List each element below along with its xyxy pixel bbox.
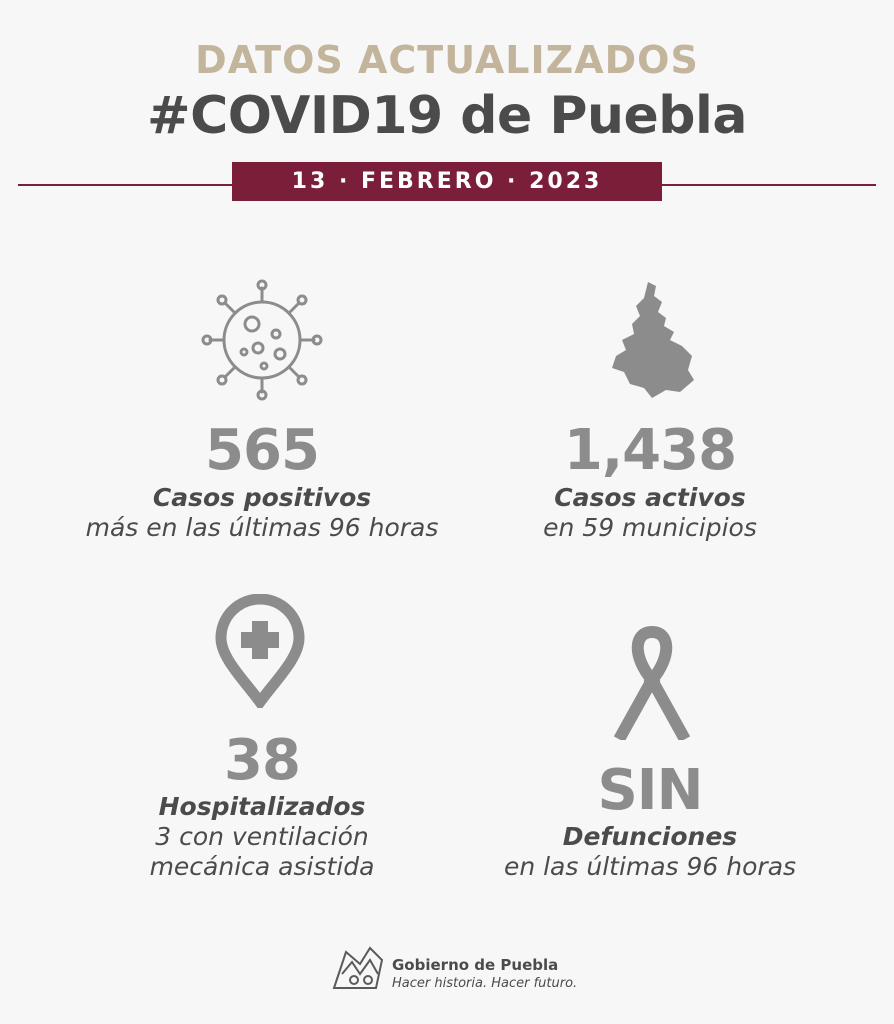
- active-cases-label: Casos activos: [554, 483, 746, 512]
- header-rule-left: [18, 184, 232, 186]
- hospitalized-detail-2: mecánica asistida: [149, 852, 375, 881]
- positive-cases-value: 565: [205, 418, 319, 483]
- positive-cases-detail: más en las últimas 96 horas: [85, 513, 439, 542]
- puebla-map-icon: [608, 280, 696, 400]
- hospitalized-detail-1: 3 con ventilación: [155, 822, 369, 851]
- hospitalized-value: 38: [224, 728, 300, 793]
- page-title: #COVID19 de Puebla: [147, 86, 747, 146]
- positive-cases-label: Casos positivos: [152, 483, 372, 512]
- footer-org: Gobierno de Puebla: [392, 956, 559, 974]
- deaths-label: Defunciones: [562, 822, 738, 851]
- active-cases-detail: en 59 municipios: [543, 513, 757, 542]
- header-kicker: DATOS ACTUALIZADOS: [195, 38, 699, 82]
- date-badge: 13 · FEBRERO · 2023: [232, 162, 662, 201]
- header-rule-right: [662, 184, 876, 186]
- government-logo-icon: [330, 944, 386, 992]
- deaths-detail: en las últimas 96 horas: [503, 852, 797, 881]
- deaths-value: SIN: [597, 758, 703, 823]
- hospital-pin-icon: [214, 594, 306, 708]
- virus-icon: [200, 278, 324, 402]
- ribbon-icon: [612, 622, 692, 740]
- footer-tagline: Hacer historia. Hacer futuro.: [392, 976, 578, 991]
- hospitalized-label: Hospitalizados: [158, 792, 366, 821]
- active-cases-value: 1,438: [563, 418, 737, 483]
